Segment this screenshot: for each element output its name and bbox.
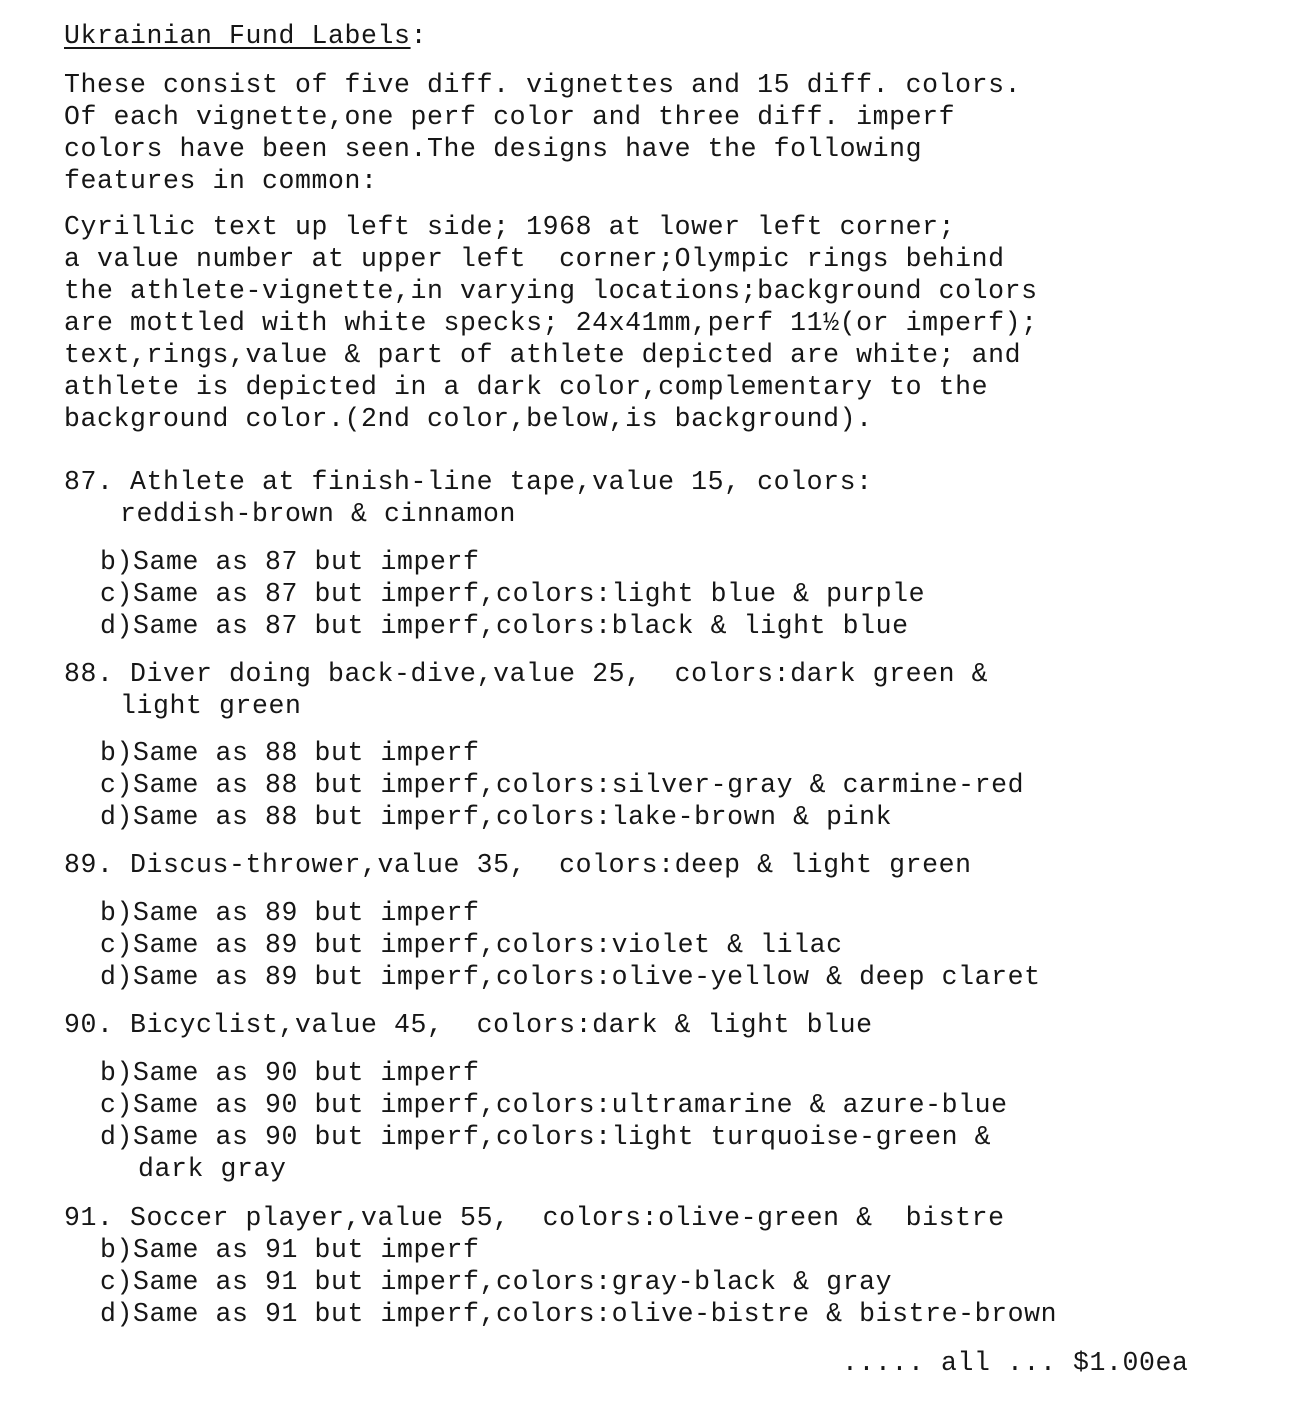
features-line: are mottled with white specks; 24x41mm,perf 11½(or imperf); <box>64 308 1038 338</box>
variant-line: d)Same as 88 but imperf,colors:lake-brown & pink <box>100 802 893 832</box>
price-line: ..... all ... $1.00ea <box>842 1348 1189 1378</box>
variant-continuation: dark gray <box>138 1154 287 1184</box>
intro-line: These consist of five diff. vignettes and 15 diff. colors. <box>64 70 1022 100</box>
variant-line: d)Same as 89 but imperf,colors:olive-yellow & deep claret <box>100 962 1041 992</box>
features-line: background color.(2nd color,below,is background). <box>64 404 873 434</box>
features-line: a value number at upper left corner;Olympic rings behind <box>64 244 1005 274</box>
variant-line: c)Same as 87 but imperf,colors:light blue & purple <box>100 579 926 609</box>
entry-main-line: 88. Diver doing back-dive,value 25, colors:dark green & <box>64 659 989 689</box>
variant-line: b)Same as 91 but imperf <box>100 1235 480 1265</box>
features-line: Cyrillic text up left side; 1968 at lower left corner; <box>64 212 956 242</box>
variant-line: d)Same as 91 but imperf,colors:olive-bistre & bistre-brown <box>100 1299 1058 1329</box>
variant-line: c)Same as 88 but imperf,colors:silver-gray & carmine-red <box>100 770 1025 800</box>
variant-line: b)Same as 87 but imperf <box>100 547 480 577</box>
variant-line: b)Same as 90 but imperf <box>100 1058 480 1088</box>
features-line: athlete is depicted in a dark color,complementary to the <box>64 372 989 402</box>
entry-main-line: 87. Athlete at finish-line tape,value 15, colors: <box>64 467 873 497</box>
entry-main-line: 91. Soccer player,value 55, colors:olive-green & bistre <box>64 1203 1005 1233</box>
heading-line <box>64 20 427 52</box>
variant-line: c)Same as 90 but imperf,colors:ultramarine & azure-blue <box>100 1090 1008 1120</box>
document-title: Ukrainian Fund Labels <box>64 21 411 51</box>
entry-main-continuation: reddish-brown & cinnamon <box>120 499 517 529</box>
entry-main-line: 90. Bicyclist,value 45, colors:dark & light blue <box>64 1010 873 1040</box>
variant-line: d)Same as 87 but imperf,colors:black & light blue <box>100 611 909 641</box>
features-line: text,rings,value & part of athlete depicted are white; and <box>64 340 1022 370</box>
variant-line: c)Same as 89 but imperf,colors:violet & lilac <box>100 930 843 960</box>
features-line: the athlete-vignette,in varying locations;background colors <box>64 276 1038 306</box>
intro-line: colors have been seen.The designs have the following <box>64 134 923 164</box>
variant-line: b)Same as 89 but imperf <box>100 898 480 928</box>
entry-main-line: 89. Discus-thrower,value 35, colors:deep & light green <box>64 850 972 880</box>
variant-line: c)Same as 91 but imperf,colors:gray-black & gray <box>100 1267 893 1297</box>
intro-line: features in common: <box>64 166 378 196</box>
intro-line: Of each vignette,one perf color and three diff. imperf <box>64 102 956 132</box>
entry-main-continuation: light green <box>120 691 302 721</box>
variant-line: d)Same as 90 but imperf,colors:light turquoise-green & <box>100 1122 992 1152</box>
variant-line: b)Same as 88 but imperf <box>100 738 480 768</box>
title-colon: : <box>410 21 428 51</box>
